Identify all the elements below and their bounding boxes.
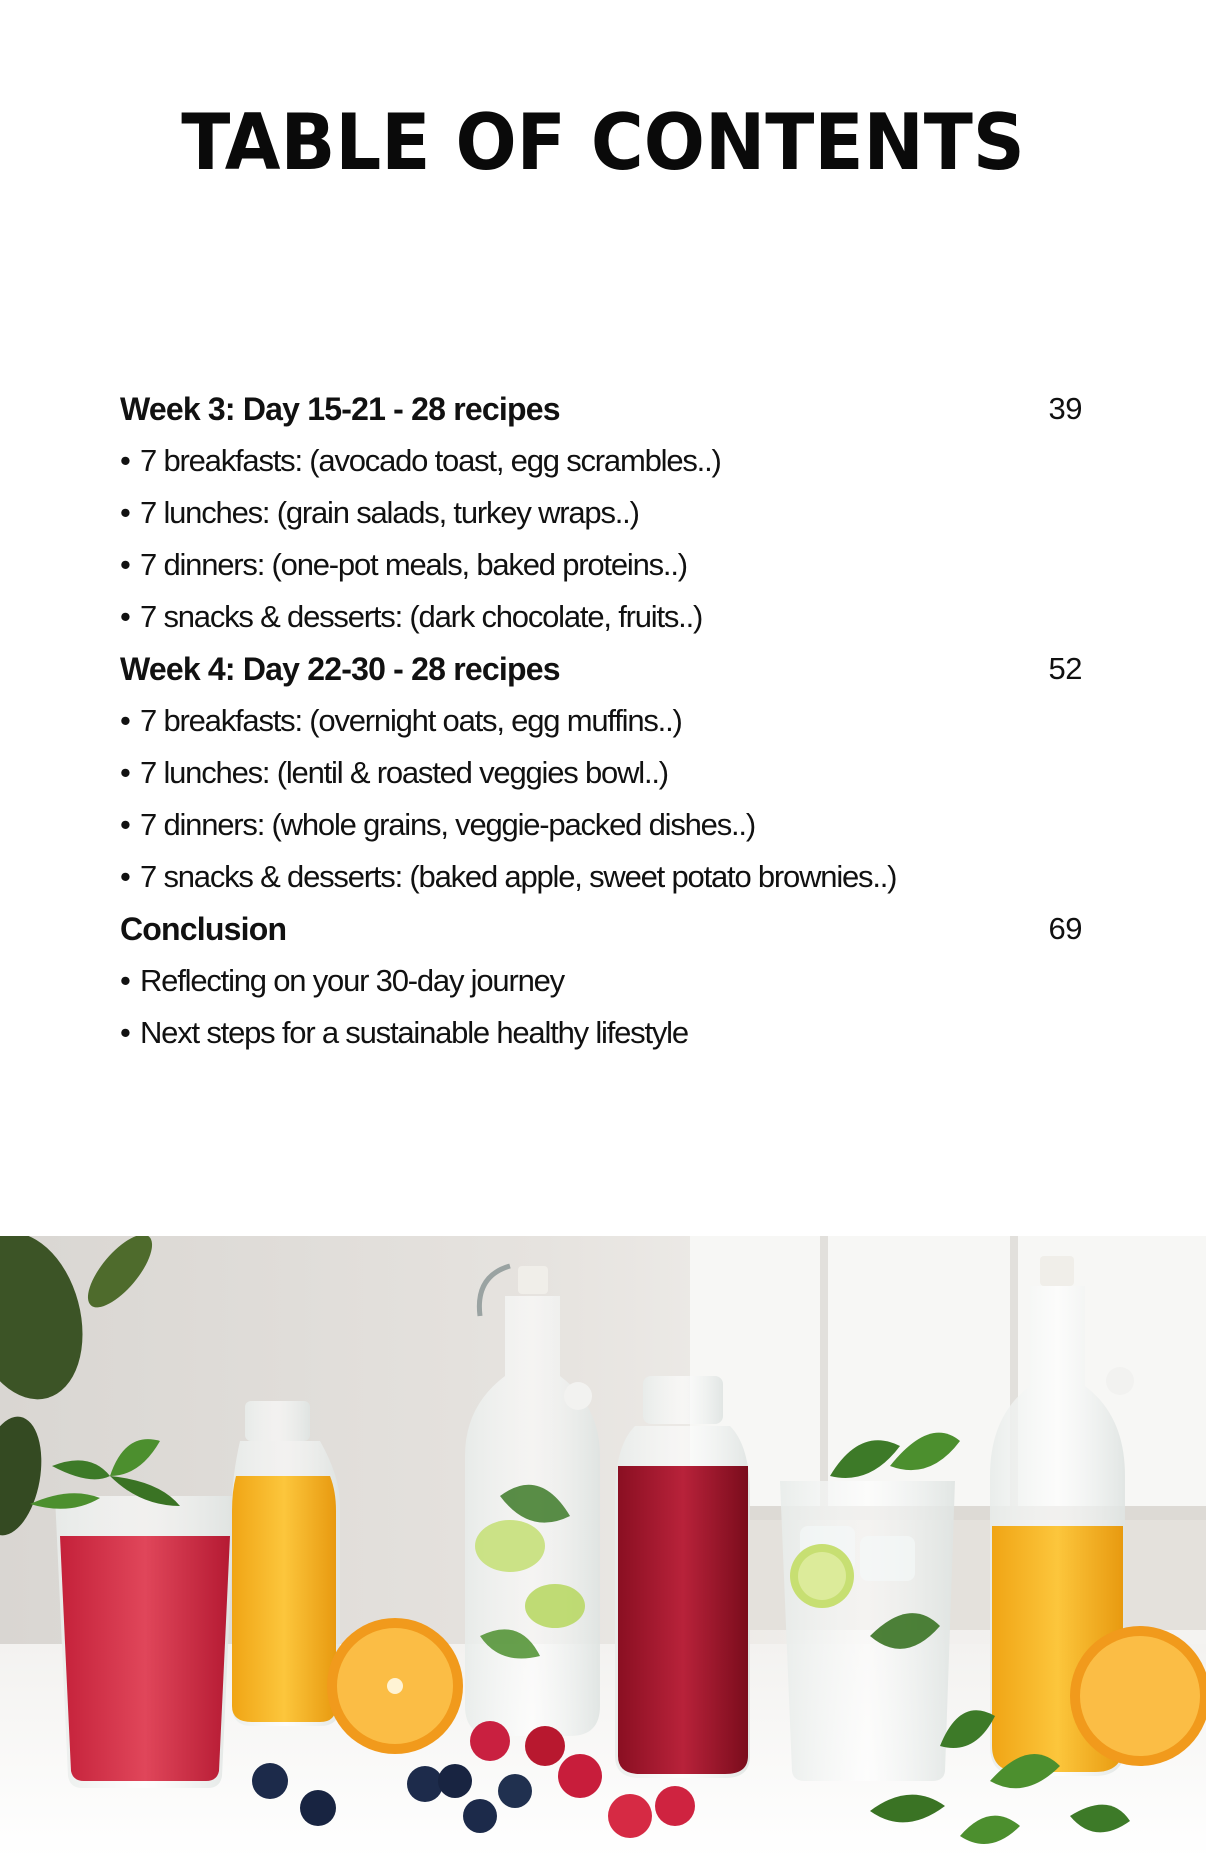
section-heading-text: Week 3: Day 15-21 - 28 recipes: [120, 391, 560, 427]
list-item-text: 7 breakfasts: (overnight oats, egg muffins..): [140, 703, 682, 738]
list-item-text: 7 snacks & desserts: (dark chocolate, fruits..): [140, 599, 703, 634]
bullet-icon: •: [120, 703, 130, 738]
toc-section-heading[interactable]: [120, 383, 1086, 435]
bullet-icon: •: [120, 807, 130, 842]
bullet-icon: •: [120, 443, 130, 478]
toc-section-heading[interactable]: [120, 903, 1086, 955]
toc-list-item: [120, 695, 1086, 747]
toc-list-item: [120, 851, 1086, 903]
drinks-photo: [0, 1236, 1206, 1858]
toc-list-item: [120, 799, 1086, 851]
bullet-icon: •: [120, 1015, 130, 1050]
toc-section-heading[interactable]: [120, 643, 1086, 695]
list-item-text: 7 lunches: (grain salads, turkey wraps..): [140, 495, 639, 530]
bullet-icon: •: [120, 599, 130, 634]
list-item-text: 7 dinners: (whole grains, veggie-packed dishes..): [140, 807, 755, 842]
drinks-illustration: [0, 1236, 1206, 1858]
section-heading-text: Conclusion: [120, 911, 287, 947]
section-heading-text: Week 4: Day 22-30 - 28 recipes: [120, 651, 560, 687]
toc-list-item: [120, 539, 1086, 591]
list-item-text: Reflecting on your 30-day journey: [140, 963, 564, 998]
toc-list-item: [120, 591, 1086, 643]
list-item-text: 7 snacks & desserts: (baked apple, sweet potato brownies..): [140, 859, 897, 894]
list-item-text: 7 lunches: (lentil & roasted veggies bowl..): [140, 755, 668, 790]
toc-list-item: [120, 747, 1086, 799]
toc-list-item: [120, 1007, 1086, 1059]
list-item-text: Next steps for a sustainable healthy lifestyle: [140, 1015, 688, 1050]
bullet-icon: •: [120, 963, 130, 998]
list-item-text: 7 dinners: (one-pot meals, baked proteins..): [140, 547, 687, 582]
bullet-icon: •: [120, 859, 130, 894]
page-number: 52: [1048, 651, 1082, 686]
page-title: TABLE OF CONTENTS: [181, 96, 1025, 188]
list-item-text: 7 breakfasts: (avocado toast, egg scrambles..): [140, 443, 721, 478]
bullet-icon: •: [120, 547, 130, 582]
toc-list-item: [120, 435, 1086, 487]
bullet-icon: •: [120, 755, 130, 790]
table-of-contents: [120, 383, 1086, 1059]
toc-list-item: [120, 487, 1086, 539]
page-number: 69: [1048, 911, 1082, 946]
bullet-icon: •: [120, 495, 130, 530]
page-number: 39: [1048, 391, 1082, 426]
toc-list-item: [120, 955, 1086, 1007]
